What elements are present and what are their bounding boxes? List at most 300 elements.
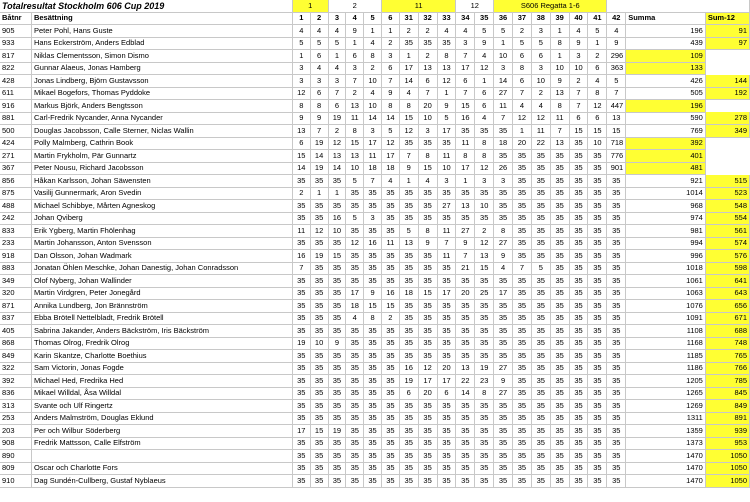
race-score-cell[interactable]: 35	[456, 475, 475, 488]
race-score-cell[interactable]: 18	[364, 162, 382, 175]
boat-number-cell[interactable]: 905	[0, 25, 31, 38]
sum12-cell[interactable]: 196	[626, 100, 706, 113]
race-score-cell[interactable]: 35	[513, 162, 532, 175]
race-score-cell[interactable]: 9	[550, 75, 569, 88]
race-score-cell[interactable]: 35	[475, 412, 494, 425]
race-score-cell[interactable]: 35	[569, 375, 588, 388]
race-score-cell[interactable]: 16	[381, 287, 399, 300]
race-score-cell[interactable]: 13	[550, 137, 569, 150]
race-score-cell[interactable]: 35	[418, 475, 437, 488]
race-score-cell[interactable]: 35	[588, 287, 607, 300]
race-score-cell[interactable]: 5	[531, 37, 550, 50]
race-score-cell[interactable]: 35	[310, 262, 328, 275]
boat-number-cell[interactable]: 881	[0, 112, 31, 125]
race-score-cell[interactable]: 35	[550, 425, 569, 438]
race-score-cell[interactable]: 35	[607, 300, 626, 313]
race-score-cell[interactable]: 35	[531, 400, 550, 413]
race-score-cell[interactable]: 4	[607, 25, 626, 38]
race-score-cell[interactable]: 2	[381, 312, 399, 325]
race-score-cell[interactable]: 35	[328, 375, 346, 388]
race-score-cell[interactable]: 35	[381, 250, 399, 263]
race-score-cell[interactable]: 35	[310, 325, 328, 338]
race-score-cell[interactable]: 35	[381, 187, 399, 200]
race-score-cell[interactable]: 2	[292, 187, 310, 200]
crew-cell[interactable]: Michael Hed, Fredrika Hed	[31, 375, 292, 388]
race-score-cell[interactable]: 3	[310, 75, 328, 88]
race-score-cell[interactable]: 35	[381, 425, 399, 438]
race-score-cell[interactable]: 17	[346, 287, 364, 300]
race-score-cell[interactable]: 35	[607, 400, 626, 413]
summa-cell[interactable]: 718	[607, 137, 626, 150]
race-score-cell[interactable]: 35	[475, 275, 494, 288]
race-score-cell[interactable]: 35	[381, 412, 399, 425]
race-score-cell[interactable]: 1	[437, 87, 456, 100]
event-label-s606[interactable]: S606 Regatta 1-6	[494, 0, 607, 12]
race-score-cell[interactable]: 8	[475, 150, 494, 163]
race-score-cell[interactable]: 35	[607, 462, 626, 475]
sum12-cell[interactable]: 656	[705, 300, 749, 313]
race-score-cell[interactable]: 35	[437, 37, 456, 50]
race-score-cell[interactable]: 1	[399, 50, 418, 63]
sum12-cell[interactable]: 349	[705, 125, 749, 138]
boat-number-cell[interactable]: 392	[0, 375, 31, 388]
summa-cell[interactable]: 363	[607, 62, 626, 75]
race-score-cell[interactable]: 11	[531, 125, 550, 138]
race-score-cell[interactable]: 35	[456, 275, 475, 288]
race-score-cell[interactable]: 35	[346, 250, 364, 263]
race-score-cell[interactable]: 35	[346, 362, 364, 375]
race-score-cell[interactable]: 6	[292, 137, 310, 150]
boat-number-cell[interactable]: 320	[0, 287, 31, 300]
crew-cell[interactable]: Oscar och Charlotte Fors	[31, 462, 292, 475]
race-score-cell[interactable]: 35	[513, 375, 532, 388]
sum12-cell[interactable]: 192	[705, 87, 749, 100]
race-score-cell[interactable]: 35	[513, 200, 532, 213]
race-score-cell[interactable]: 4	[569, 25, 588, 38]
race-score-cell[interactable]: 35	[550, 362, 569, 375]
crew-cell[interactable]: Svante och Ulf Ringertz	[31, 400, 292, 413]
race-score-cell[interactable]: 7	[381, 75, 399, 88]
race-score-cell[interactable]: 8	[418, 225, 437, 238]
race-score-cell[interactable]: 3	[418, 125, 437, 138]
title-row-empty[interactable]	[607, 0, 750, 12]
race-score-cell[interactable]: 35	[531, 212, 550, 225]
race-score-cell[interactable]: 35	[364, 275, 382, 288]
sum12-cell[interactable]: 109	[626, 50, 706, 63]
summa-cell[interactable]: 901	[607, 162, 626, 175]
race-score-cell[interactable]: 15	[569, 125, 588, 138]
race-score-cell[interactable]: 6	[475, 100, 494, 113]
race-score-cell[interactable]: 17	[456, 62, 475, 75]
race-score-cell[interactable]: 35	[513, 150, 532, 163]
race-score-cell[interactable]: 11	[292, 225, 310, 238]
race-score-cell[interactable]: 17	[418, 375, 437, 388]
crew-cell[interactable]: Dan Olsson, Johan Wadmark	[31, 250, 292, 263]
sum12-cell[interactable]: 401	[626, 150, 706, 163]
race-score-cell[interactable]: 19	[310, 137, 328, 150]
race-score-cell[interactable]: 35	[328, 475, 346, 488]
race-score-cell[interactable]: 35	[328, 362, 346, 375]
race-score-cell[interactable]: 35	[364, 362, 382, 375]
header-sum12[interactable]: Sum-12	[705, 12, 749, 25]
race-score-cell[interactable]: 5	[475, 25, 494, 38]
race-score-cell[interactable]: 3	[475, 175, 494, 188]
boat-number-cell[interactable]: 271	[0, 150, 31, 163]
race-score-cell[interactable]: 35	[531, 300, 550, 313]
race-score-cell[interactable]: 4	[346, 312, 364, 325]
header-race-3[interactable]: 3	[328, 12, 346, 25]
race-score-cell[interactable]: 35	[399, 475, 418, 488]
race-score-cell[interactable]: 35	[607, 437, 626, 450]
race-score-cell[interactable]: 35	[310, 375, 328, 388]
race-score-cell[interactable]: 35	[381, 387, 399, 400]
race-score-cell[interactable]: 35	[292, 400, 310, 413]
race-score-cell[interactable]: 8	[475, 387, 494, 400]
header-race-40[interactable]: 40	[569, 12, 588, 25]
boat-number-cell[interactable]: 428	[0, 75, 31, 88]
race-score-cell[interactable]: 35	[569, 150, 588, 163]
boat-number-cell[interactable]: 883	[0, 262, 31, 275]
race-score-cell[interactable]: 11	[364, 150, 382, 163]
race-score-cell[interactable]: 15	[607, 125, 626, 138]
race-score-cell[interactable]: 35	[531, 475, 550, 488]
boat-number-cell[interactable]: 349	[0, 275, 31, 288]
sheet-title[interactable]: Totalresultat Stockholm 606 Cup 2019	[0, 0, 292, 12]
race-score-cell[interactable]: 35	[364, 400, 382, 413]
race-score-cell[interactable]: 35	[437, 450, 456, 463]
race-score-cell[interactable]: 35	[550, 325, 569, 338]
race-score-cell[interactable]: 35	[588, 412, 607, 425]
race-score-cell[interactable]: 10	[475, 200, 494, 213]
race-score-cell[interactable]: 35	[569, 425, 588, 438]
summa-cell[interactable]: 1265	[626, 387, 706, 400]
race-score-cell[interactable]: 7	[569, 87, 588, 100]
race-score-cell[interactable]: 35	[569, 187, 588, 200]
race-score-cell[interactable]: 17	[437, 125, 456, 138]
race-score-cell[interactable]: 35	[607, 350, 626, 363]
race-score-cell[interactable]: 35	[456, 450, 475, 463]
race-score-cell[interactable]: 35	[513, 325, 532, 338]
race-score-cell[interactable]: 2	[399, 25, 418, 38]
race-score-cell[interactable]: 35	[328, 387, 346, 400]
race-score-cell[interactable]: 2	[346, 87, 364, 100]
race-score-cell[interactable]: 35	[292, 312, 310, 325]
race-score-cell[interactable]: 35	[569, 400, 588, 413]
race-score-cell[interactable]: 35	[550, 262, 569, 275]
race-score-cell[interactable]: 35	[381, 200, 399, 213]
race-score-cell[interactable]: 35	[569, 462, 588, 475]
race-score-cell[interactable]: 8	[550, 100, 569, 113]
race-score-cell[interactable]: 35	[456, 212, 475, 225]
race-score-cell[interactable]: 35	[418, 200, 437, 213]
header-race-2[interactable]: 2	[310, 12, 328, 25]
race-score-cell[interactable]: 35	[531, 225, 550, 238]
boat-number-cell[interactable]: 203	[0, 425, 31, 438]
race-score-cell[interactable]: 17	[437, 287, 456, 300]
race-score-cell[interactable]: 35	[346, 387, 364, 400]
header-race-41[interactable]: 41	[588, 12, 607, 25]
race-score-cell[interactable]: 35	[550, 300, 569, 313]
race-score-cell[interactable]: 35	[381, 325, 399, 338]
sum12-cell[interactable]: 953	[705, 437, 749, 450]
boat-number-cell[interactable]: 833	[0, 225, 31, 238]
race-score-cell[interactable]: 35	[364, 450, 382, 463]
race-score-cell[interactable]: 35	[418, 137, 437, 150]
race-score-cell[interactable]: 35	[607, 325, 626, 338]
race-score-cell[interactable]: 6	[346, 50, 364, 63]
race-score-cell[interactable]: 35	[513, 462, 532, 475]
race-score-cell[interactable]: 35	[550, 275, 569, 288]
crew-cell[interactable]: Gunnar Alaeus, Jonas Hamberg	[31, 62, 292, 75]
race-score-cell[interactable]: 35	[399, 275, 418, 288]
race-score-cell[interactable]: 35	[607, 337, 626, 350]
race-score-cell[interactable]: 10	[569, 62, 588, 75]
summa-cell[interactable]: 426	[626, 75, 706, 88]
summa-cell[interactable]: 1168	[626, 337, 706, 350]
race-score-cell[interactable]: 35	[346, 450, 364, 463]
race-score-cell[interactable]: 35	[607, 212, 626, 225]
race-score-cell[interactable]: 5	[381, 125, 399, 138]
race-score-cell[interactable]: 35	[531, 425, 550, 438]
race-score-cell[interactable]: 4	[381, 175, 399, 188]
race-score-cell[interactable]: 5	[346, 175, 364, 188]
sum12-cell[interactable]: 643	[705, 287, 749, 300]
race-score-cell[interactable]: 4	[437, 25, 456, 38]
race-score-cell[interactable]: 35	[607, 425, 626, 438]
race-score-cell[interactable]: 35	[418, 312, 437, 325]
race-score-cell[interactable]: 5	[346, 212, 364, 225]
race-score-cell[interactable]: 35	[569, 312, 588, 325]
race-score-cell[interactable]: 11	[456, 137, 475, 150]
race-score-cell[interactable]: 35	[418, 450, 437, 463]
race-score-cell[interactable]: 3	[364, 212, 382, 225]
sum12-cell[interactable]: 939	[705, 425, 749, 438]
race-score-cell[interactable]: 5	[292, 37, 310, 50]
race-score-cell[interactable]: 6	[328, 100, 346, 113]
race-score-cell[interactable]: 13	[456, 200, 475, 213]
race-score-cell[interactable]: 35	[607, 262, 626, 275]
race-score-cell[interactable]: 1	[588, 37, 607, 50]
sum12-cell[interactable]: 1050	[705, 450, 749, 463]
race-score-cell[interactable]: 35	[494, 200, 513, 213]
crew-cell[interactable]: Peter Nousu, Richard Jacobsson	[31, 162, 292, 175]
race-score-cell[interactable]: 9	[494, 250, 513, 263]
race-score-cell[interactable]: 2	[418, 25, 437, 38]
race-score-cell[interactable]: 3	[494, 62, 513, 75]
race-score-cell[interactable]: 21	[456, 262, 475, 275]
boat-number-cell[interactable]: 868	[0, 337, 31, 350]
race-score-cell[interactable]: 35	[569, 300, 588, 313]
race-score-cell[interactable]: 9	[418, 237, 437, 250]
race-score-cell[interactable]: 35	[328, 275, 346, 288]
event-label-11[interactable]: 11	[381, 0, 455, 12]
race-score-cell[interactable]: 8	[310, 100, 328, 113]
race-score-cell[interactable]: 15	[381, 300, 399, 313]
summa-cell[interactable]: 769	[626, 125, 706, 138]
race-score-cell[interactable]: 16	[364, 237, 382, 250]
race-score-cell[interactable]: 7	[494, 112, 513, 125]
race-score-cell[interactable]: 35	[346, 187, 364, 200]
race-score-cell[interactable]: 8	[456, 150, 475, 163]
race-score-cell[interactable]: 35	[292, 275, 310, 288]
race-score-cell[interactable]: 11	[550, 112, 569, 125]
race-score-cell[interactable]: 15	[588, 125, 607, 138]
boat-number-cell[interactable]: 809	[0, 462, 31, 475]
race-score-cell[interactable]: 35	[456, 425, 475, 438]
race-score-cell[interactable]: 1	[456, 175, 475, 188]
race-score-cell[interactable]: 10	[346, 162, 364, 175]
summa-cell[interactable]: 1108	[626, 325, 706, 338]
race-score-cell[interactable]: 6	[569, 112, 588, 125]
race-score-cell[interactable]: 19	[475, 362, 494, 375]
race-score-cell[interactable]: 2	[381, 37, 399, 50]
race-score-cell[interactable]: 35	[456, 437, 475, 450]
boat-number-cell[interactable]: 817	[0, 50, 31, 63]
race-score-cell[interactable]: 35	[550, 412, 569, 425]
race-score-cell[interactable]: 14	[292, 162, 310, 175]
race-score-cell[interactable]: 35	[399, 412, 418, 425]
race-score-cell[interactable]: 35	[310, 287, 328, 300]
race-score-cell[interactable]: 35	[364, 437, 382, 450]
race-score-cell[interactable]: 35	[437, 337, 456, 350]
race-score-cell[interactable]: 35	[531, 150, 550, 163]
race-score-cell[interactable]: 35	[588, 250, 607, 263]
race-score-cell[interactable]: 19	[399, 375, 418, 388]
race-score-cell[interactable]: 16	[399, 362, 418, 375]
sum12-cell[interactable]: 554	[705, 212, 749, 225]
race-score-cell[interactable]: 16	[456, 112, 475, 125]
boat-number-cell[interactable]: 233	[0, 237, 31, 250]
race-score-cell[interactable]: 4	[292, 25, 310, 38]
race-score-cell[interactable]: 35	[328, 450, 346, 463]
race-score-cell[interactable]: 8	[418, 150, 437, 163]
race-score-cell[interactable]: 35	[513, 362, 532, 375]
race-score-cell[interactable]: 9	[569, 37, 588, 50]
race-score-cell[interactable]: 35	[381, 437, 399, 450]
summa-cell[interactable]: 196	[626, 25, 706, 38]
race-score-cell[interactable]: 15	[475, 262, 494, 275]
race-score-cell[interactable]: 35	[550, 287, 569, 300]
race-score-cell[interactable]: 5	[531, 262, 550, 275]
race-score-cell[interactable]: 6	[531, 50, 550, 63]
race-score-cell[interactable]: 35	[292, 387, 310, 400]
sum12-cell[interactable]: 523	[705, 187, 749, 200]
crew-cell[interactable]: Sabrina Jakander, Anders Bäckström, Iris Bäckström	[31, 325, 292, 338]
race-score-cell[interactable]: 9	[607, 37, 626, 50]
race-score-cell[interactable]: 35	[607, 287, 626, 300]
sum12-cell[interactable]: 845	[705, 387, 749, 400]
race-score-cell[interactable]: 35	[418, 325, 437, 338]
race-score-cell[interactable]: 7	[513, 262, 532, 275]
race-score-cell[interactable]: 9	[494, 375, 513, 388]
race-score-cell[interactable]: 8	[475, 137, 494, 150]
race-score-cell[interactable]: 35	[399, 462, 418, 475]
race-score-cell[interactable]: 35	[310, 462, 328, 475]
race-score-cell[interactable]: 35	[328, 312, 346, 325]
boat-number-cell[interactable]: 910	[0, 475, 31, 488]
race-score-cell[interactable]: 35	[531, 437, 550, 450]
race-score-cell[interactable]: 17	[456, 162, 475, 175]
race-score-cell[interactable]: 8	[550, 37, 569, 50]
race-score-cell[interactable]: 35	[328, 325, 346, 338]
race-score-cell[interactable]: 35	[531, 237, 550, 250]
crew-cell[interactable]: Sam Victorin, Jonas Fogde	[31, 362, 292, 375]
summa-cell[interactable]: 1076	[626, 300, 706, 313]
summa-cell[interactable]: 1185	[626, 350, 706, 363]
race-score-cell[interactable]: 35	[399, 200, 418, 213]
sum12-cell[interactable]: 849	[705, 400, 749, 413]
race-score-cell[interactable]: 35	[494, 462, 513, 475]
race-score-cell[interactable]: 35	[328, 462, 346, 475]
race-score-cell[interactable]: 35	[310, 212, 328, 225]
header-race-1[interactable]: 1	[292, 12, 310, 25]
race-score-cell[interactable]: 35	[588, 462, 607, 475]
race-score-cell[interactable]: 35	[456, 412, 475, 425]
race-score-cell[interactable]: 3	[437, 175, 456, 188]
race-score-cell[interactable]: 7	[569, 100, 588, 113]
race-score-cell[interactable]: 1	[550, 50, 569, 63]
summa-cell[interactable]: 1470	[626, 450, 706, 463]
race-score-cell[interactable]: 35	[494, 150, 513, 163]
race-score-cell[interactable]: 35	[550, 312, 569, 325]
race-score-cell[interactable]: 35	[292, 300, 310, 313]
crew-cell[interactable]: Per och Wilbur Söderberg	[31, 425, 292, 438]
race-score-cell[interactable]: 35	[550, 387, 569, 400]
race-score-cell[interactable]: 5	[494, 25, 513, 38]
race-score-cell[interactable]: 7	[550, 125, 569, 138]
race-score-cell[interactable]: 3	[346, 62, 364, 75]
race-score-cell[interactable]: 35	[292, 362, 310, 375]
race-score-cell[interactable]: 35	[437, 437, 456, 450]
race-score-cell[interactable]: 2	[475, 225, 494, 238]
crew-cell[interactable]: Jonatan Öhlen Meschke, Johan Danestig, Johan Conradsson	[31, 262, 292, 275]
race-score-cell[interactable]: 35	[550, 237, 569, 250]
race-score-cell[interactable]: 35	[475, 425, 494, 438]
race-score-cell[interactable]: 35	[418, 462, 437, 475]
crew-cell[interactable]: Thomas Olrog, Fredrik Olrog	[31, 337, 292, 350]
race-score-cell[interactable]: 35	[418, 187, 437, 200]
boat-number-cell[interactable]: 836	[0, 387, 31, 400]
race-score-cell[interactable]: 35	[381, 450, 399, 463]
race-score-cell[interactable]: 18	[494, 137, 513, 150]
header-race-36[interactable]: 36	[494, 12, 513, 25]
race-score-cell[interactable]: 6	[588, 112, 607, 125]
race-score-cell[interactable]: 35	[569, 287, 588, 300]
race-score-cell[interactable]: 35	[418, 437, 437, 450]
race-score-cell[interactable]: 35	[494, 125, 513, 138]
boat-number-cell[interactable]: 313	[0, 400, 31, 413]
sum12-cell[interactable]: 515	[705, 175, 749, 188]
race-score-cell[interactable]: 35	[494, 187, 513, 200]
race-score-cell[interactable]: 6	[513, 50, 532, 63]
race-score-cell[interactable]: 6	[456, 75, 475, 88]
race-score-cell[interactable]: 35	[531, 175, 550, 188]
race-score-cell[interactable]: 35	[292, 437, 310, 450]
race-score-cell[interactable]: 9	[437, 100, 456, 113]
race-score-cell[interactable]: 35	[381, 375, 399, 388]
race-score-cell[interactable]: 9	[328, 337, 346, 350]
race-score-cell[interactable]: 4	[328, 25, 346, 38]
summa-cell[interactable]: 1359	[626, 425, 706, 438]
race-score-cell[interactable]: 35	[588, 375, 607, 388]
race-score-cell[interactable]: 35	[399, 437, 418, 450]
race-score-cell[interactable]: 1	[364, 25, 382, 38]
race-score-cell[interactable]: 35	[588, 350, 607, 363]
sum12-cell[interactable]: 1050	[705, 462, 749, 475]
race-score-cell[interactable]: 35	[513, 275, 532, 288]
race-score-cell[interactable]: 4	[418, 175, 437, 188]
race-score-cell[interactable]: 4	[399, 87, 418, 100]
